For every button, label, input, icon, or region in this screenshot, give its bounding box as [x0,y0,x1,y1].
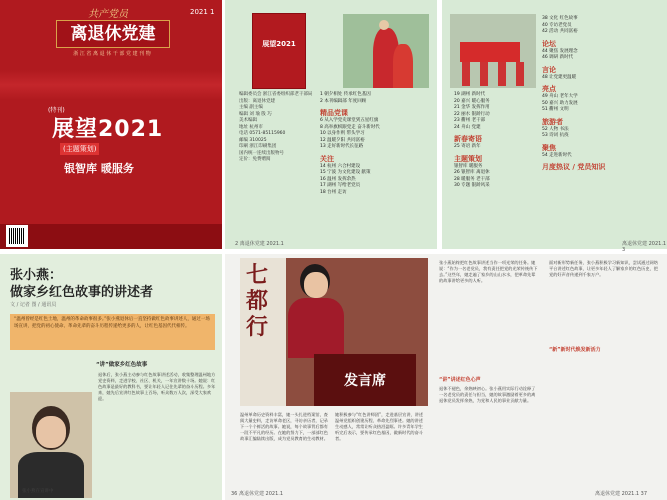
toc-entry[interactable]: 42 活动 共同富裕 [542,29,578,34]
toc-cover-thumbnail [252,13,306,89]
article2-col4: 退休不褪色，余热映初心。张小燕用实际行动诠释了一名老党员的责任与担当，她的故事激励着更多的离退休党员发挥余热，为党和人民的事业贡献力量。 [439,386,536,403]
toc-entry[interactable]: 54 走进新时代 [542,152,572,158]
toc2-left-list [454,92,544,190]
article-byline: 文 / 记者 图 / 通讯员 [10,302,57,308]
toc2-footer: 离退休党建 2021.1 3 [622,241,667,253]
toc-entry[interactable]: 48 让党建更温暖 [542,74,577,80]
toc-entry[interactable]: 银智库 暖服务 [454,163,483,169]
magazine-cover [0,0,222,249]
toc-entry[interactable]: 1 朝夕相处 传承红色基因 [320,92,371,97]
article-subhead: “讲”做家乡红色故事 [96,362,148,368]
toc-entry[interactable]: 40 专访老党员 [542,22,572,28]
article2-footer-right: 离退休党建 2021.1 37 [595,491,648,497]
toc-entry[interactable]: 10 以身作则 带头学习 [320,131,365,136]
toc-entry[interactable]: 53 诗词 抗疫 [542,133,569,138]
podium-banner [314,354,416,406]
toc-entry[interactable]: 25 寄语 新年 [454,144,481,149]
toc-entry[interactable]: 8 高举旗帜跟党走 奋斗新时代 [320,124,380,130]
article-intro-text: “温州曾经是红色土地，温州的革命故事很多。”张小燕退休后一直坚持做红色故事讲述人，通过一场场宣讲，把党的初心使命、革命先辈的奋斗历程传递给更多的人，让红色基因代代相传。 [14,317,210,329]
article2-col1: 温州革命历史资料丰富，她一头扎进档案馆，查阅大量史料，走访革命老区，寻访亲历者，记录下一个个鲜活的故事。她说，每个故事背后都有一段不平凡的经历。在她的努力下，一部部红色故事汇编陆续出版，成为党员教育的生动教材。 [240,412,328,441]
masthead-line: 美术编辑 [239,118,257,123]
toc-list [320,92,432,196]
toc-entry[interactable]: 17 湖州 写给老党员 [320,183,361,188]
toc-section-title: 旅游者 [542,117,563,126]
article-intro-box [10,314,215,350]
cover-theme: 银智库 暖服务 [64,162,134,175]
masthead-line: 电话 0571-85115960 [239,131,286,136]
speaker-photo [240,258,428,406]
article-page-left [0,254,222,500]
toc-entry[interactable]: 44 聚焦 发展理念 [542,48,578,54]
cover-headline: 展望2021 [52,117,164,142]
cover-theme-tag: (主题策划) [60,143,99,155]
toc-entry[interactable]: 28 暖服务 老干部 [454,176,490,182]
toc-entry[interactable]: 20 嘉兴 暖心服务 [454,98,490,104]
toc-entry[interactable]: 30 专题 银龄风采 [454,183,490,188]
toc-entry[interactable]: 6 从入学党史课堂到五星红旗 [320,118,379,123]
toc-entry[interactable]: 12 温暖夕阳 共同富裕 [320,137,365,143]
photo-sign-text: 七都行 [246,262,269,340]
toc-entry[interactable]: 22 丽水 银龄行动 [454,111,490,117]
cover-logo: 共产党员 [88,9,128,20]
masthead-line: 邮编 310025 [239,137,267,143]
podium-banner-text: 发言席 [344,373,386,389]
toc2-list [542,16,662,172]
toc-section-title: 月度热议 / 党员知识 [542,163,606,171]
article-page-right [225,254,667,500]
toc-entry[interactable]: 2 本刊编辑部 年度回顾 [320,98,367,104]
toc-section-title: 关注 [320,154,334,163]
toc-entry[interactable]: 13 走好新时代长征路 [320,144,364,149]
cover-barcode [6,225,28,247]
toc-section-title: 亮点 [542,85,556,93]
cover-title: 离退休党建 [56,20,170,48]
toc-photo-volunteers [343,14,429,88]
cover-light-band [0,70,222,100]
portrait-photo [10,392,92,498]
toc-entry[interactable]: 19 湖州 新时代 [454,92,486,97]
toc-entry[interactable]: 26 银智库 离退休 [454,170,490,175]
toc-entry[interactable]: 52 人物 书法 [542,126,569,132]
toc-section-title: 论坛 [542,39,556,48]
toc-entry[interactable]: 50 嘉兴 助力发展 [542,100,578,106]
toc-entry[interactable]: 16 温州 发挥余热 [320,176,356,182]
toc-section-title: 精品党课 [320,109,348,117]
masthead-line: 出版：离退休党建 [239,98,275,104]
article2-subhead: “讲”讲述红色心声 [439,377,481,383]
article2-subhead2: “新”新时代焕发新活力 [549,347,601,353]
table-of-contents-right [442,0,667,253]
masthead-line: 国内统一连续出版物号 [239,150,284,156]
toc-entry[interactable]: 46 调研 新时代 [542,55,574,60]
toc-footer: 2 离退休党建 2021.1 [235,241,284,247]
cover-small-tag: (特刊) [48,107,65,114]
toc-entry[interactable]: 15 宁波 为文化建设 献策 [320,170,371,175]
toc-entry[interactable]: 18 台州 走访 [320,189,347,195]
portrait-caption: 张小燕在宣讲中 [22,489,54,494]
toc-entry[interactable]: 23 衢州 老干部 [454,118,486,123]
masthead-line: 地址 杭州市 [239,124,263,130]
masthead-line: 定价：免费赠阅 [239,157,271,162]
masthead-line: 编辑委员会 浙江省委组织部老干部局 [239,92,313,97]
toc-section-title: 新春寄语 [454,135,482,143]
toc-section-title: 聚焦 [542,143,556,152]
article-title-line1: 张小燕： [10,268,63,283]
article2-footer-left: 36 离退休党建 2021.1 [231,491,284,497]
masthead-line: 主编 副主编 [239,105,263,110]
article-title-line2: 做家乡红色故事的讲述者 [10,285,154,300]
masthead-line: 编辑 刘 瑜 殷 巧 [239,111,272,117]
cover-subtitle: 浙 江 省 离 退 休 干 部 党 建 刊 物 [73,51,151,57]
toc-cover-title: 展望2021 [262,40,296,48]
toc-entry[interactable]: 38 文化 红色故事 [542,16,578,21]
table-of-contents-left [225,0,437,249]
article2-col5: 面对新形势新任务，张小燕积极学习新知识，尝试通过网络平台讲述红色故事，让更多年轻人了解家乡的红色历史，把党的好声音传递到千家万户。 [549,260,658,277]
toc-entry[interactable]: 24 舟山 党建 [454,124,481,130]
toc2-photo-flag [450,14,536,88]
toc-entry[interactable]: 49 舟山 老年大学 [542,94,578,99]
cover-bottom-bar [0,224,222,249]
toc-entry[interactable]: 51 衢州 文明 [542,107,569,112]
toc-entry[interactable]: 14 杭州 六合村建设 [320,163,361,169]
article2-col2: 她积极参与“红色讲师团”，走进基层宣讲，讲述温州党组织创建历程、革命先烈事迹。她的讲述生动感人，常常让听众热泪盈眶。许多青年学生听完后表示，要传承红色基因，做新时代的奋斗者。 [335,412,424,441]
cover-issue: 2021 1 [190,8,215,16]
masthead-line: 印刷 浙江印刷集团 [239,144,277,149]
toc-section-title: 主题策划 [454,154,482,163]
toc-entry[interactable]: 21 金华 发挥作用 [454,105,490,110]
toc-section-title: 言论 [542,65,556,74]
article-body: 退休后，张小燕主动参与红色故事讲述活动，收集整理温州地方党史资料，走进学校、社区、机关，一年宣讲数十场。她说：红色故事是最好的教科书，要让年轻人记住先辈的奋斗历程。多年来，她先后宣讲红色故事上百场，听众数万人次，深受大家欢迎。 [98,372,216,401]
article2-col3: 张小燕始终把红色故事讲述当作一项光荣的任务。她说：“作为一名老党员，我有责任把党的光荣传统传下去。”这些年，她走遍了家乡的山山水水，把革命先辈的故事讲给更多的人听。 [439,260,538,283]
